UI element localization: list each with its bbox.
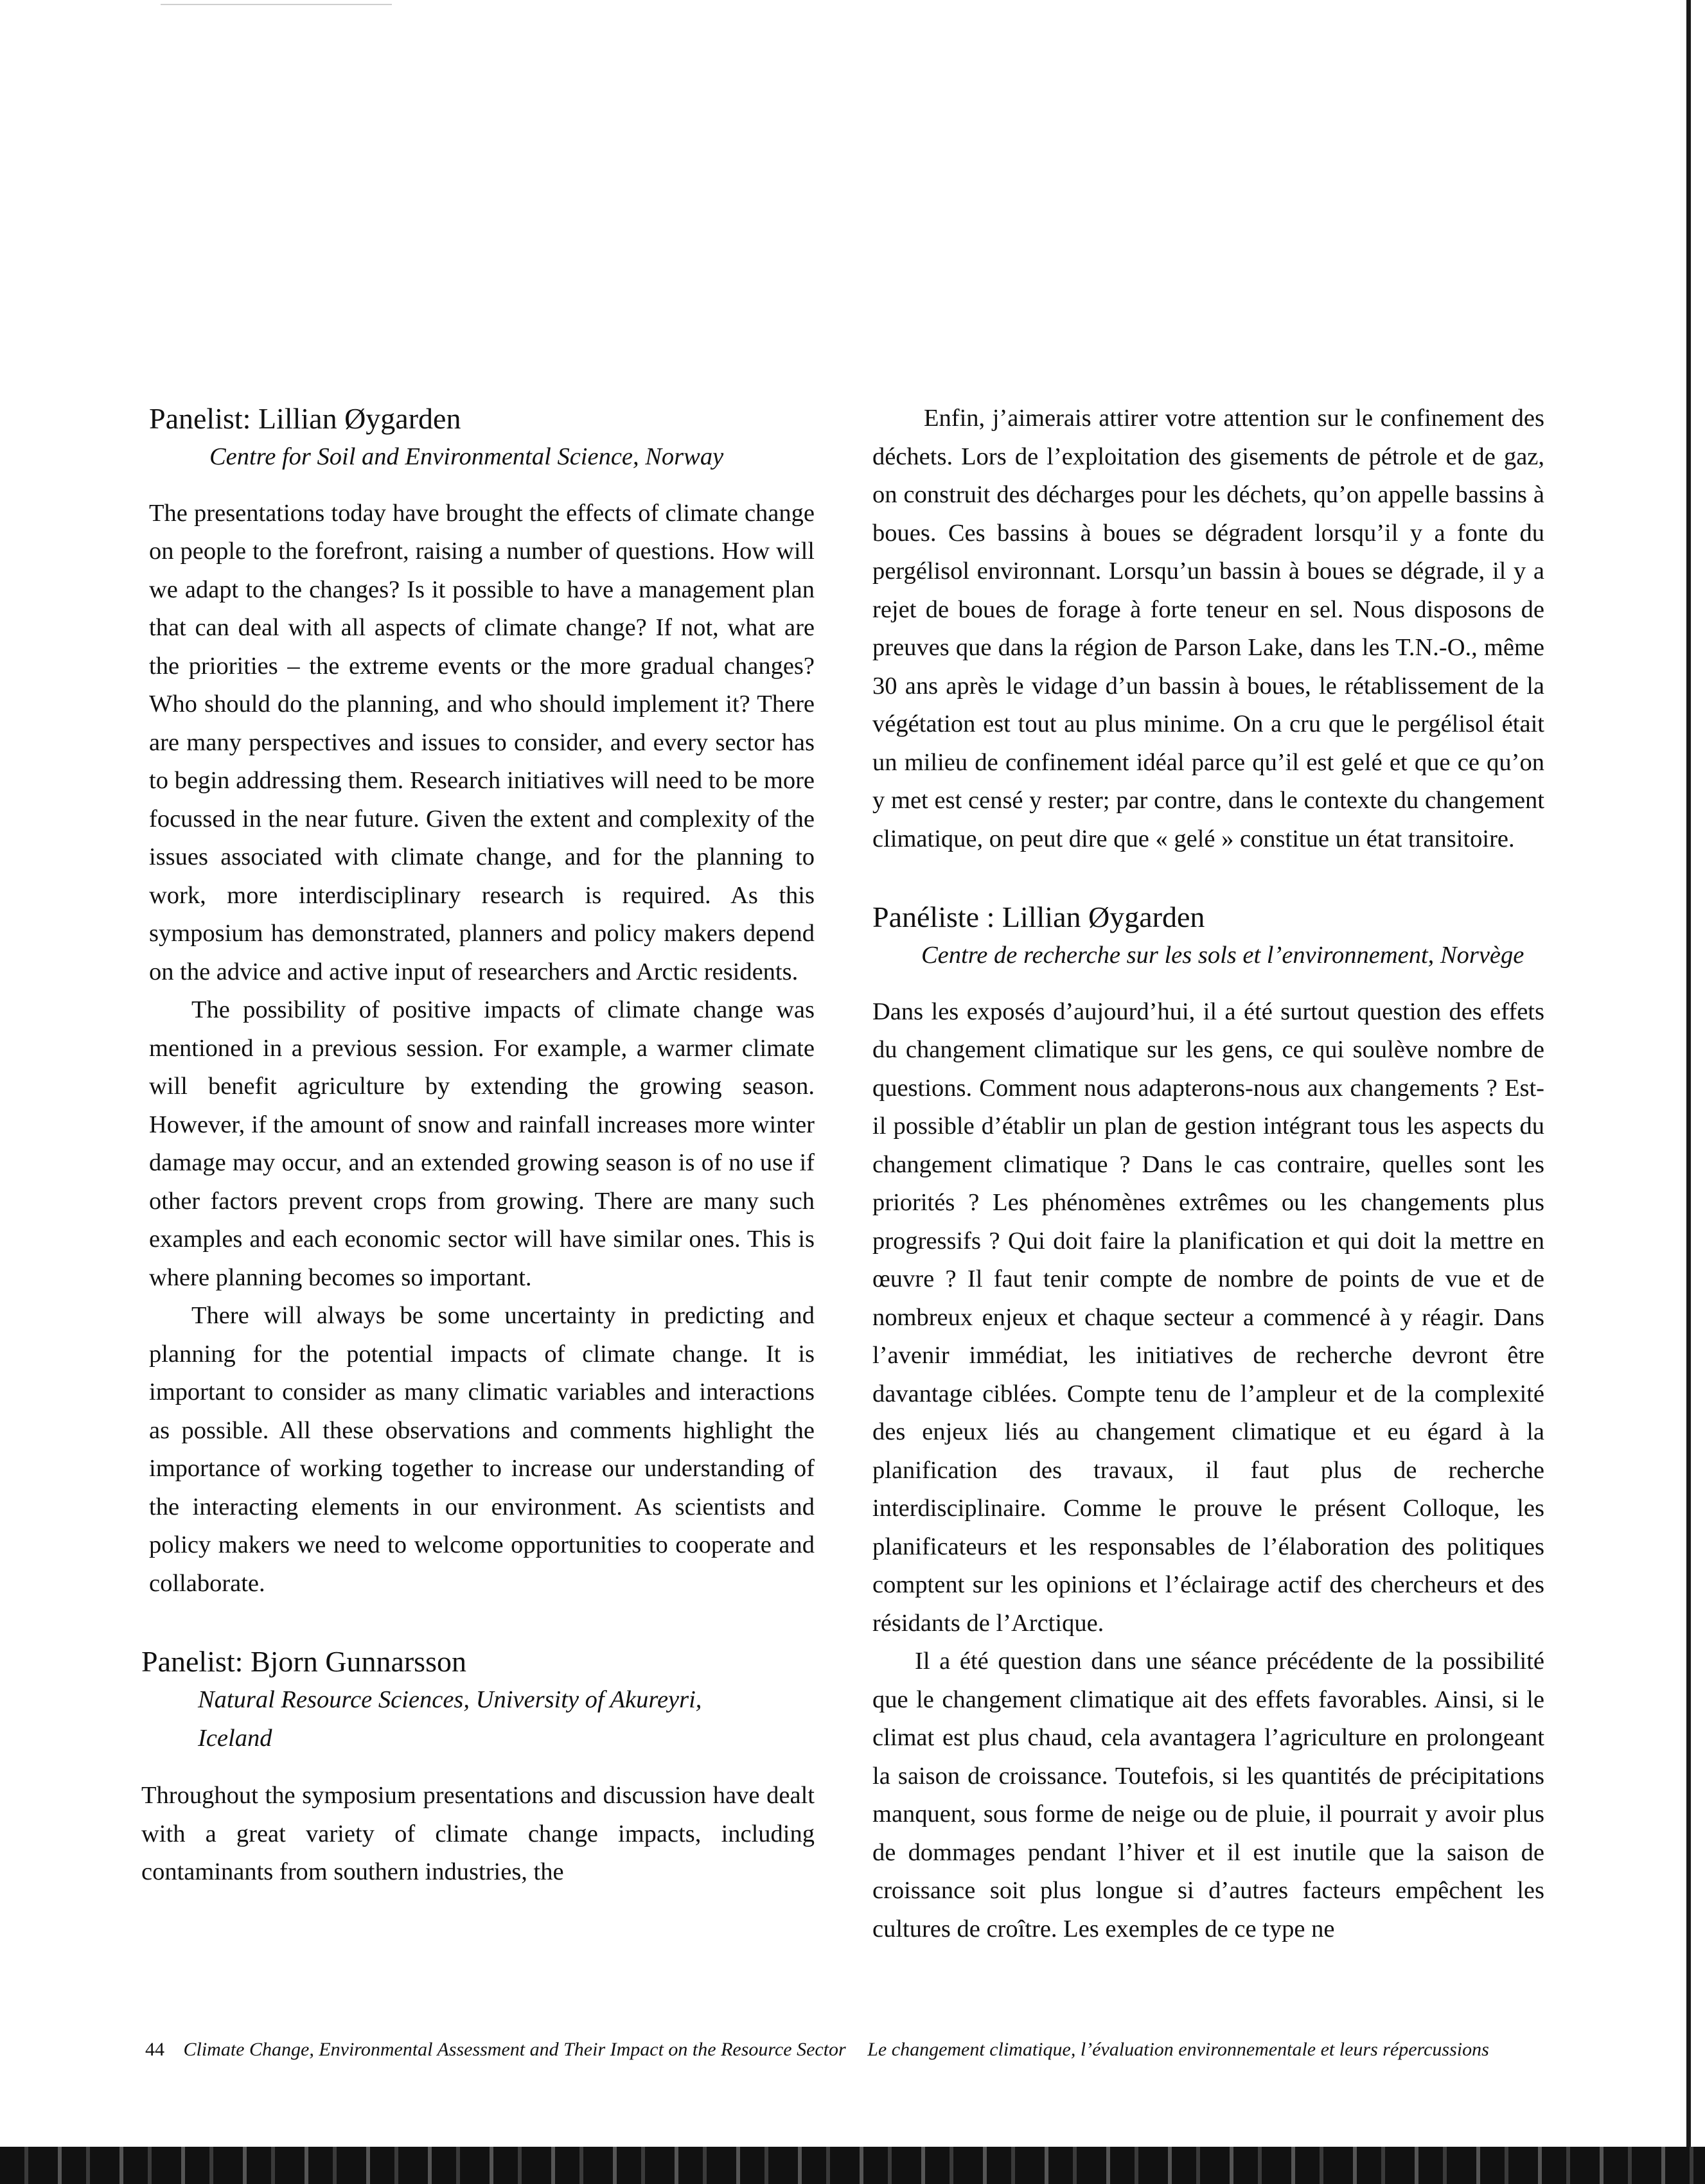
footer-title-fr: Le changement climatique, l’évaluation environnementale et leurs répercussions — [867, 2039, 1489, 2060]
section-heading-oygarden-fr: Panéliste : Lillian Øygarden — [872, 901, 1205, 933]
scan-artifact-bottom — [0, 2147, 1705, 2184]
section-heading-gunnarsson: Panelist: Bjorn Gunnarsson — [141, 1645, 466, 1678]
right-column — [872, 400, 1544, 1948]
left-column — [141, 400, 815, 1892]
page-edge-shadow — [1686, 0, 1691, 2184]
affiliation-line-1: Natural Resource Sciences, University of Akureyri, — [198, 1686, 702, 1713]
paragraph: Dans les exposés d’aujourd’hui, il a été surtout question des effets du changement climatique sur les gens, ce qui soulève nombre de questions. Comment nous adapterons-nous aux changements ? Est-il possible d’établir un plan de gestion intégrant tous les aspects du changement climatique ? Dans le cas contraire, quelles sont les priorités ? Les phénomènes extrêmes ou les changements plus progressifs ? Qui doit faire la planification et qui doit la mettre en œuvre ? Il faut tenir compte de nombre de points de vue et de nombreux enjeux et chaque secteur a commencé à y réagir. Dans l’avenir immédiat, les initiatives de recherche devront être davantage ciblées. Compte tenu de l’ampleur et de la complexité des enjeux liés au changement climatique et eu égard à la planification des travaux, il faut plus de recherche interdisciplinaire. Comme le prouve le présent Colloque, les planificateurs et les responsables de l’élaboration des politiques comptent sur les opinions et l’éclairage actif des chercheurs et des résidants de l’Arctique. — [872, 998, 1544, 1637]
affiliation-oygarden-fr: Centre de recherche sur les sols et l’environnement, Norvège — [921, 942, 1524, 969]
footer-title-en: Climate Change, Environmental Assessment and Their Impact on the Resource Sector — [183, 2039, 846, 2060]
page-number: 44 — [145, 2039, 164, 2060]
paragraph: Enfin, j’aimerais attirer votre attention sur le confinement des déchets. Lors de l’exploitation des gisements de pétrole et de gaz, on construit des décharges pour les déchets, qu’on appelle bassins à boues. Ces bassins à boues se dégradent lorsqu’il y a fonte du pergélisol environnant. Lorsqu’un bassin à boues se dégrade, il y a rejet de boues de forage à forte teneur en sel. Nous disposons de preuves que dans la région de Parson Lake, dans les T.N.-O., même 30 ans après le vidage d’un bassin à boues, le rétablissement de la végétation est tout au plus minime. On a cru que le pergélisol était un milieu de confinement idéal parce qu’il est gelé et que ce qu’on y met est censé y rester; par contre, dans le contexte du changement climatique, on peut dire que « gelé » constitue un état transitoire. — [872, 405, 1544, 852]
paragraph: There will always be some uncertainty in predicting and planning for the potential impacts of climate change. It is important to consider as many climatic variables and interactions as possible. All these observations and comments highlight the importance of working together to increase our understanding of the interacting elements in our environment. As scientists and policy makers we need to welcome opportunities to cooperate and collaborate. — [149, 1302, 815, 1597]
paragraph: The presentations today have brought the effects of climate change on people to the forefront, raising a number of questions. How will we adapt to the changes? Is it possible to have a management plan that can deal with all aspects of climate change? If not, what are the priorities – the extreme events or the more gradual changes? Who should do the planning, and who should implement it? There are many perspectives and issues to consider, and every sector has to begin addressing them. Research initiatives will need to be more focussed in the near future. Given the extent and complexity of the issues associated with climate change, and for the planning to work, more interdisciplinary research is required. As this symposium has demonstrated, planners and policy makers depend on the advice and active input of researchers and Arctic residents. — [149, 499, 815, 985]
affiliation-line-2: Iceland — [198, 1724, 272, 1752]
paragraph: Throughout the symposium presentations and discussion have dealt with a great variety of climate change impacts, including contaminants from southern industries, the — [141, 1782, 815, 1885]
affiliation-gunnarsson — [149, 1681, 815, 1757]
section-heading-oygarden-en: Panelist: Lillian Øygarden — [149, 402, 461, 435]
paragraph: Il a été question dans une séance précédente de la possibilité que le changement climatique ait des effets favorables. Ainsi, si le climat est plus chaud, cela avantagera l’agriculture en prolongeant la saison de croissance. Toutefois, si les quantités de précipitations manquent, sous forme de neige ou de pluie, il pourrait y avoir plus de dommages pendant l’hiver et il est inutile que la saison de croissance soit plus longue si d’autres facteurs empêchent les cultures de croître. Les exemples de ce type ne — [872, 1648, 1544, 1942]
page-footer — [145, 2039, 1623, 2061]
affiliation-oygarden-en: Centre for Soil and Environmental Science, Norway — [209, 443, 724, 470]
scan-artifact-top — [161, 4, 392, 5]
paragraph: The possibility of positive impacts of climate change was mentioned in a previous session. For example, a warmer climate will benefit agriculture by extending the growing season. However, if the amount of snow and rainfall increases more winter damage may occur, and an extended growing season is of no use if other factors prevent crops from growing. There are many such examples and each economic sector will have similar ones. This is where planning becomes so important. — [149, 996, 815, 1291]
